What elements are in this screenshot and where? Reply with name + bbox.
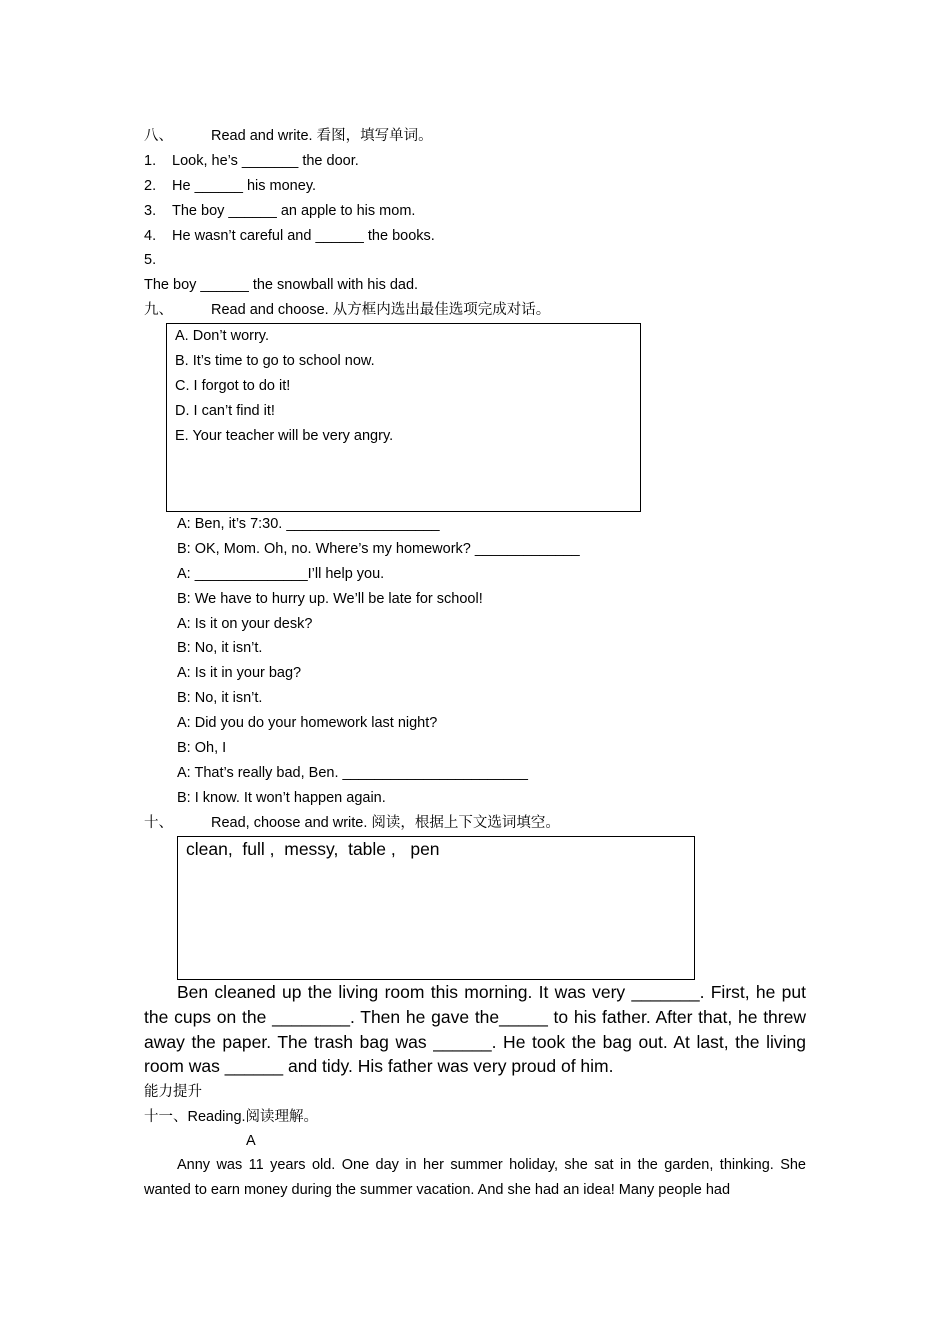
- option-e: E. Your teacher will be very angry.: [175, 428, 394, 444]
- item-number: 1.: [144, 153, 157, 169]
- dialogue-line: B: I know. It won’t happen again.: [177, 790, 386, 806]
- item-number: 4.: [144, 228, 157, 244]
- dialogue-line: A: Is it in your bag?: [177, 665, 302, 681]
- section8-heading: [211, 126, 433, 146]
- item-text: He wasn’t careful and ______ the books.: [172, 228, 435, 244]
- section9-heading-en: Read and choose.: [211, 302, 329, 318]
- dialogue-line: B: No, it isn’t.: [177, 690, 263, 706]
- dialogue-line: B: We have to hurry up. We’ll be late for school!: [177, 591, 483, 607]
- item-text: The boy ______ an apple to his mom.: [172, 203, 416, 219]
- word-box-words: clean, full , messy, table , pen: [186, 839, 440, 859]
- item-text: He ______ his money.: [172, 178, 317, 194]
- item-text: Look, he’s _______ the door.: [172, 153, 359, 169]
- dialogue-line: A: Did you do your homework last night?: [177, 715, 438, 731]
- section9-number: 九、: [144, 302, 173, 318]
- item5-continuation: The boy ______ the snowball with his dad.: [144, 277, 419, 293]
- section9-heading: [211, 300, 550, 320]
- section10-heading-cn: 阅读，根据上下文选词填空。: [371, 815, 560, 831]
- list-item: [144, 250, 172, 270]
- section9-heading-cn: 从方框内选出最佳选项完成对话。: [332, 302, 551, 318]
- dialogue-line: B: OK, Mom. Oh, no. Where’s my homework? _____________: [177, 541, 580, 557]
- dialogue-line: A: ______________I’ll help you.: [177, 566, 385, 582]
- item-number: 2.: [144, 178, 157, 194]
- option-b: B. It’s time to go to school now.: [175, 353, 375, 369]
- section11-heading-cn: 阅读理解。: [245, 1109, 319, 1125]
- section11-heading: [144, 1107, 318, 1127]
- passage-text: Anny was 11 years old. One day in her summer holiday, she sat in the garden, thinking. She wanted to earn money during the summer vacation. And she had an idea! Many people had: [144, 1157, 806, 1198]
- section11-passage: [144, 1153, 806, 1203]
- section10-heading-en: Read, choose and write.: [211, 815, 368, 831]
- passage-text: Ben cleaned up the living room this morning. It was very _______. First, he put the cups on the ________. Then he gave the_____ to his father. After that, he threw away the paper. The trash bag was ______. He took the bag out. At last, the living room was ______ and tidy. His father was very proud of him.: [144, 982, 806, 1077]
- dialogue-line: B: No, it isn’t.: [177, 640, 263, 656]
- item-number: 3.: [144, 203, 157, 219]
- list-item: [144, 176, 316, 196]
- dialogue-line: A: That’s really bad, Ben. _______________________: [177, 765, 528, 781]
- dialogue-line: A: Is it on your desk?: [177, 616, 313, 632]
- section11-number: 十一、: [144, 1109, 188, 1125]
- section10-passage: [144, 980, 806, 1079]
- section8-heading-cn: 看图，填写单词。: [316, 128, 433, 144]
- dialogue-line: A: Ben, it’s 7:30. ___________________: [177, 516, 440, 532]
- list-item: [144, 226, 435, 246]
- section11-heading-en: Reading.: [187, 1109, 246, 1125]
- option-c: C. I forgot to do it!: [175, 378, 291, 394]
- item-number: 5.: [144, 252, 157, 268]
- section8-heading-en: Read and write.: [211, 128, 313, 144]
- part-label: A: [246, 1133, 256, 1149]
- ability-heading: 能力提升: [144, 1084, 202, 1100]
- section10-number: 十、: [144, 815, 173, 831]
- section10-heading: [211, 813, 560, 833]
- list-item: [144, 201, 415, 221]
- dialogue-line: B: Oh, I: [177, 740, 227, 756]
- list-item: [144, 151, 359, 171]
- option-a: A. Don’t worry.: [175, 328, 270, 344]
- option-d: D. I can’t find it!: [175, 403, 275, 419]
- section8-number: 八、: [144, 128, 173, 144]
